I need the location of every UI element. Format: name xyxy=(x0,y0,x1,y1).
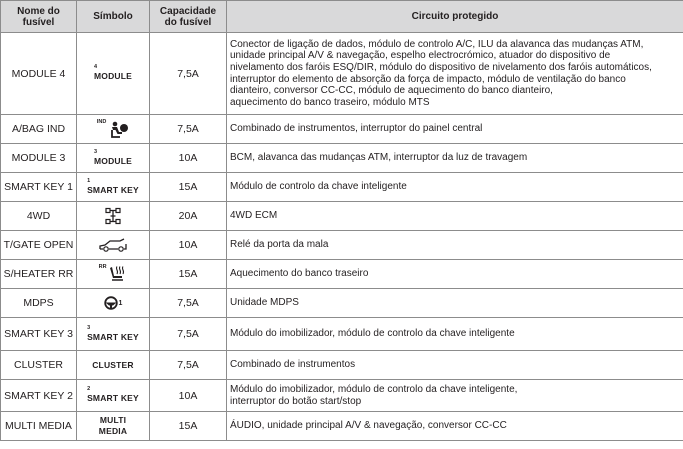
fuse-capacity: 15A xyxy=(150,173,227,202)
table-row xyxy=(1,260,683,289)
fuse-symbol xyxy=(77,115,150,144)
symbol-label: CLUSTER xyxy=(92,359,134,370)
symbol-label: MODULE xyxy=(93,71,133,81)
table-row xyxy=(1,202,683,231)
protected-circuit: BCM, alavanca das mudanças ATM, interruptor da luz de travagem xyxy=(227,144,683,173)
fuse-symbol xyxy=(77,33,150,115)
fuse-symbol xyxy=(77,318,150,351)
symbol-superscript: 3 xyxy=(93,148,98,155)
seat-heater-icon xyxy=(109,266,127,283)
symbol-superscript: RR xyxy=(98,263,107,270)
protected-circuit: Relé da porta da mala xyxy=(227,231,683,260)
symbol-superscript: IND xyxy=(96,118,107,125)
fuse-capacity: 10A xyxy=(150,380,227,412)
fuse-name: MODULE 4 xyxy=(1,33,77,115)
fuse-capacity: 10A xyxy=(150,144,227,173)
fuse-capacity: 10A xyxy=(150,231,227,260)
fuse-symbol xyxy=(77,173,150,202)
airbag-indicator-icon xyxy=(109,121,129,138)
table-row xyxy=(1,173,683,202)
fuse-name: SMART KEY 3 xyxy=(1,318,77,351)
protected-circuit: Combinado de instrumentos, interruptor do painel central xyxy=(227,115,683,144)
fuse-name: A/BAG IND xyxy=(1,115,77,144)
fuse-capacity: 20A xyxy=(150,202,227,231)
protected-circuit: Módulo do imobilizador, módulo de controlo da chave inteligente xyxy=(227,318,683,351)
protected-circuit: Conector de ligação de dados, módulo de controlo A/C, ILU da alavanca das mudanças ATM, unidade principal A/V & navegação, espelho electrocrómico, atuador do dispositivo de nivelamento dos faróis ESQ/DIR, módulo do dispositivo de nivelamento dos faróis automáticos, interruptor do elemento de absorção da força de impacto, módulo de ventilação do banco dianteiro, conversor CC-CC, módulo de aquecimento do banco dianteiro, aquecimento do banco traseiro, módulo MTS xyxy=(227,33,683,115)
tailgate-open-icon xyxy=(98,238,128,252)
header-fuse-name: Nome do fusível xyxy=(1,1,77,33)
protected-circuit: Módulo do imobilizador, módulo de controlo da chave inteligente, interruptor do botão start/stop xyxy=(227,380,683,412)
table-header-row xyxy=(1,1,683,33)
table-row xyxy=(1,231,683,260)
fuse-name: T/GATE OPEN xyxy=(1,231,77,260)
fuse-capacity: 15A xyxy=(150,412,227,441)
table-row xyxy=(1,318,683,351)
table-row xyxy=(1,412,683,441)
fuse-capacity: 15A xyxy=(150,260,227,289)
symbol-superscript: 3 xyxy=(87,324,91,331)
symbol-label: MULTI MEDIA xyxy=(98,415,128,436)
symbol-superscript: 1 xyxy=(87,177,91,184)
fuse-symbol xyxy=(77,289,150,318)
symbol-label: MODULE xyxy=(93,155,133,166)
symbol-superscript: 4 xyxy=(93,64,98,70)
header-capacity: Capacidade do fusível xyxy=(150,1,227,33)
protected-circuit: ÁUDIO, unidade principal A/V & navegação, conversor CC-CC xyxy=(227,412,683,441)
symbol-superscript: 2 xyxy=(87,386,91,392)
protected-circuit: 4WD ECM xyxy=(227,202,683,231)
table-row xyxy=(1,115,683,144)
fuse-capacity: 7,5A xyxy=(150,115,227,144)
table-row xyxy=(1,380,683,412)
fuse-name: SMART KEY 1 xyxy=(1,173,77,202)
header-circuit: Circuito protegido xyxy=(227,1,683,33)
fuse-capacity: 7,5A xyxy=(150,351,227,380)
fuse-name: SMART KEY 2 xyxy=(1,380,77,412)
symbol-label: SMART KEY xyxy=(87,331,139,342)
protected-circuit: Aquecimento do banco traseiro xyxy=(227,260,683,289)
table-row xyxy=(1,33,683,115)
fuse-name: MDPS xyxy=(1,289,77,318)
header-symbol: Símbolo xyxy=(77,1,150,33)
symbol-label: SMART KEY xyxy=(87,184,139,195)
symbol-label: SMART KEY xyxy=(87,393,139,403)
protected-circuit: Módulo de controlo da chave inteligente xyxy=(227,173,683,202)
fuse-symbol xyxy=(77,260,150,289)
table-row xyxy=(1,351,683,380)
four-wheel-drive-icon xyxy=(104,207,122,225)
fuse-symbol xyxy=(77,380,150,412)
fuse-name: MULTI MEDIA xyxy=(1,412,77,441)
fuse-name: S/HEATER RR xyxy=(1,260,77,289)
fuse-capacity: 7,5A xyxy=(150,318,227,351)
fuse-symbol xyxy=(77,351,150,380)
fuse-capacity: 7,5A xyxy=(150,289,227,318)
fuse-name: 4WD xyxy=(1,202,77,231)
fuse-symbol xyxy=(77,144,150,173)
fuse-name: CLUSTER xyxy=(1,351,77,380)
fuse-capacity: 7,5A xyxy=(150,33,227,115)
fuse-name: MODULE 3 xyxy=(1,144,77,173)
table-row xyxy=(1,289,683,318)
protected-circuit: Unidade MDPS xyxy=(227,289,683,318)
symbol-index: 1 xyxy=(118,299,123,307)
fuse-symbol xyxy=(77,231,150,260)
fuse-symbol xyxy=(77,202,150,231)
protected-circuit: Combinado de instrumentos xyxy=(227,351,683,380)
steering-wheel-icon xyxy=(104,296,118,310)
table-row xyxy=(1,144,683,173)
fuse-symbol xyxy=(77,412,150,441)
